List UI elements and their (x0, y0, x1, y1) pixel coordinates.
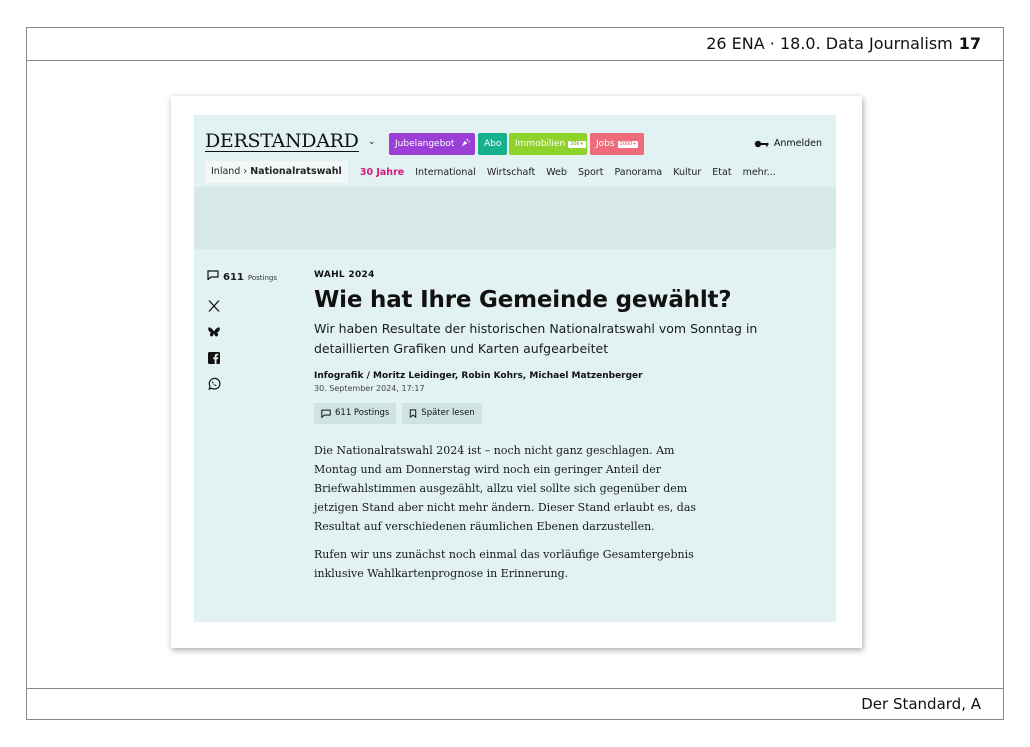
login-label: Anmelden (773, 138, 822, 149)
jobs-count-badge: 3000+ (619, 141, 637, 147)
article-text (314, 441, 719, 583)
postings-counter[interactable] (207, 270, 297, 283)
share-sidebar (207, 270, 297, 391)
key-icon (754, 140, 769, 148)
postings-button[interactable] (314, 403, 396, 424)
confetti-icon (461, 138, 470, 147)
facebook-icon[interactable] (207, 351, 221, 365)
article-page (194, 115, 836, 622)
jubelangebot-label: Jubelangebot (395, 139, 455, 149)
abo-button[interactable] (478, 133, 507, 155)
nav-item-panorama[interactable]: Panorama (614, 166, 663, 178)
nav-item-web[interactable]: Web (546, 166, 567, 178)
login-button[interactable] (754, 138, 822, 149)
immobilien-count-badge: 30k+ (570, 141, 584, 147)
article-kicker: WAHL 2024 (314, 270, 375, 280)
screenshot-card (171, 96, 862, 648)
slide-footer (27, 688, 1003, 719)
postings-count: 611 (223, 272, 244, 283)
immobilien-label: Immobilien (515, 139, 566, 149)
abo-label: Abo (484, 139, 502, 149)
chevron-down-icon[interactable]: ⌄ (368, 137, 376, 147)
article-lead: Wir haben Resultate der historischen Nationalratswahl vom Sonntag in detaillierten Grafiken und Karten aufgearbeitet (314, 321, 758, 356)
slide-header-text (706, 34, 981, 53)
article-paragraph: Die Nationalratswahl 2024 ist – noch nicht ganz geschlagen. Am Montag und am Donnerstag wird noch ein geringer Anteil der Briefwahlstimmen ausgezählt, allzu viel sollte sich gegenüber dem jetzigen Stand aber nicht mehr ändern. Dieser Stand erlaubt es, das Resultat auf verschiedenen räumlichen Ebenen darzustellen. (314, 444, 697, 533)
x-icon[interactable] (207, 299, 221, 313)
nav-item-international[interactable]: International (415, 166, 476, 178)
article-title: Wie hat Ihre Gemeinde gewählt? (314, 287, 732, 313)
breadcrumb-section[interactable]: Inland (211, 166, 241, 177)
jobs-label: Jobs (596, 139, 615, 149)
page-number: 17 (958, 34, 981, 53)
site-logo[interactable]: DERSTANDARD (205, 130, 359, 152)
article-body (314, 270, 814, 583)
nav-item-30-jahre[interactable]: 30 Jahre (359, 166, 405, 178)
nav-item-wirtschaft[interactable]: Wirtschaft (486, 166, 536, 178)
jubelangebot-button[interactable] (389, 133, 475, 155)
section-nav (205, 161, 787, 183)
bluesky-icon[interactable] (207, 325, 221, 339)
article-byline: Infografik / Moritz Leidinger, Robin Kohrs, Michael Matzenberger (314, 371, 643, 381)
nav-item-mehr[interactable]: mehr... (742, 166, 776, 178)
comment-icon (207, 270, 219, 280)
article-paragraph: Rufen wir uns zunächst noch einmal das vorläufige Gesamtergebnis inklusive Wahlkartenprognose in Erinnerung. (314, 548, 694, 580)
article-actions (314, 403, 814, 424)
chevron-right-icon: › (243, 166, 251, 177)
course-title: 26 ENA · 18.0. Data Journalism (706, 34, 953, 53)
jobs-button[interactable] (590, 133, 644, 155)
bookmark-icon (409, 409, 417, 418)
slide-header (27, 28, 1003, 61)
postings-count-label: Postings (247, 274, 277, 282)
postings-button-label: 611 Postings (335, 408, 390, 418)
nav-item-sport[interactable]: Sport (577, 166, 604, 178)
breadcrumb[interactable] (205, 161, 348, 183)
whatsapp-icon[interactable] (207, 377, 221, 391)
immobilien-button[interactable] (509, 133, 587, 155)
comment-icon (321, 409, 331, 418)
read-later-label: Später lesen (421, 408, 475, 418)
nav-item-kultur[interactable]: Kultur (673, 166, 702, 178)
breadcrumb-current[interactable]: Nationalratswahl (250, 166, 342, 177)
nav-item-etat[interactable]: Etat (712, 166, 732, 178)
ad-placeholder (194, 187, 836, 249)
source-caption: Der Standard, A (861, 695, 981, 713)
read-later-button[interactable] (402, 403, 481, 424)
article-date: 30. September 2024, 17:17 (314, 384, 425, 393)
